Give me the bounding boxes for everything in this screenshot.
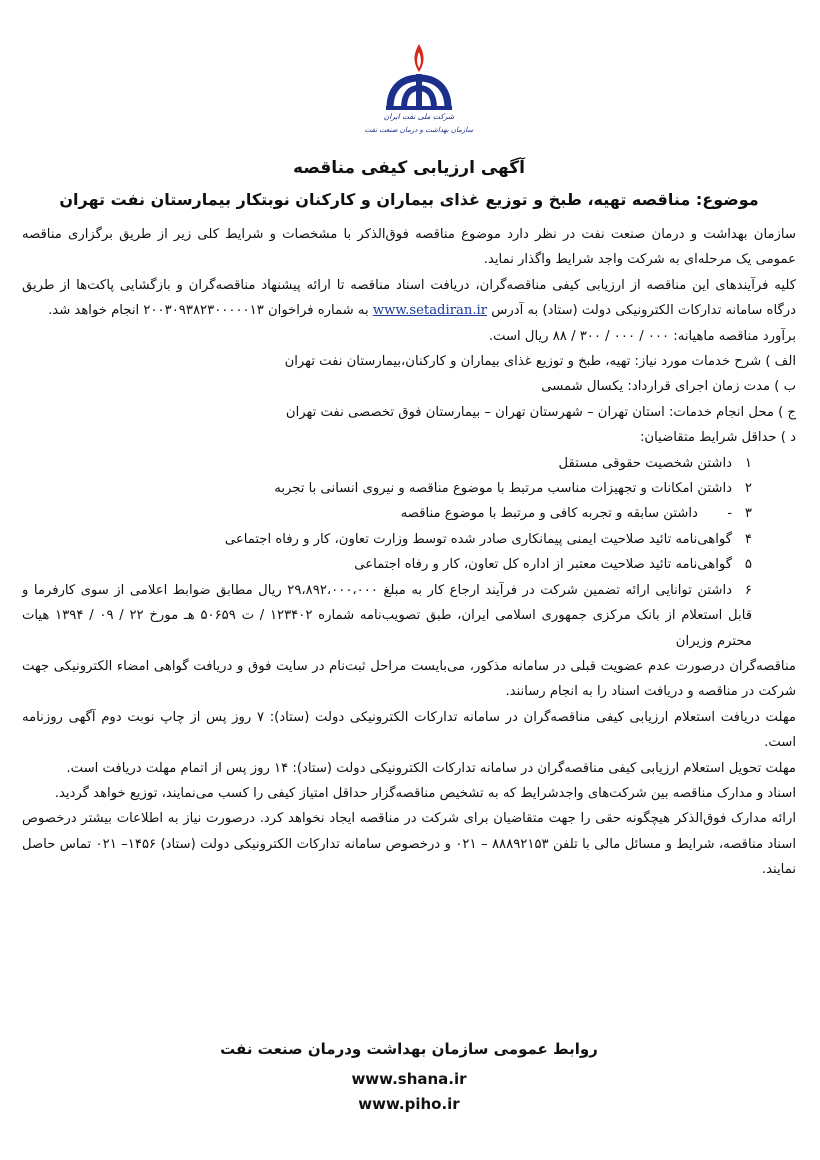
membership-paragraph: مناقصه‌گران درصورت عدم عضویت قبلی در سامانه مذکور، می‌بایست مراحل ثبت‌نام در سایت فوق و دریافت گواهی امضاء الکترونیکی جهت شرکت در مناقصه و دریافت اسناد را به انجام رسانند. (22, 658, 796, 700)
niopdc-flame-logo-icon (364, 42, 474, 142)
logo-line-2: سازمان بهداشت و درمان صنعت نفت (364, 126, 474, 134)
section-c: ج ) محل انجام خدمات: استان تهران – شهرستان تهران – بیمارستان فوق تخصصی نفت تهران (285, 404, 796, 420)
deadline-receive-paragraph: مهلت دریافت استعلام ارزیابی کیفی مناقصه‌گران در سامانه تدارکات الکترونیکی دولت (ستاد): ۷ روز پس از چاپ نوبت دوم آگهی روزنامه است. (22, 709, 796, 751)
notice-subject: موضوع: مناقصه تهیه، طبخ و توزیع غذای بیماران و کارکنان نوبتکار بیمارستان نفت تهران (59, 190, 759, 209)
setadiran-link[interactable]: www.setadiran.ir (372, 303, 488, 319)
list-item: ۱داشتن شخصیت حقوقی مستقل (558, 455, 752, 471)
tender-notice-page (18, 12, 800, 1148)
section-b: ب ) مدت زمان اجرای قرارداد: یکسال شمسی (541, 379, 796, 395)
process-text-end: به شماره فراخوان ۲۰۰۳۰۹۳۸۲۳۰۰۰۰۰۱۳ انجام خواهد شد. (48, 303, 369, 319)
notice-body (22, 222, 796, 883)
estimate-line: برآورد مناقصه ماهیانه: ۰۰۰ / ۰۰۰ / ۳۰۰ / ۸۸ ریال است. (488, 328, 796, 344)
requirements-list (22, 451, 796, 578)
intro-paragraph: سازمان بهداشت و درمان صنعت نفت در نظر دارد موضوع مناقصه فوق‌الذکر با مشخصات و شرایط کلی زیر از طریق برگزاری مناقصه عمومی یک مرحله‌ای به شرکت واجد شرایط واگذار نماید. (22, 227, 796, 268)
list-item: ۲داشتن امکانات و تجهیزات مناسب مرتبط با موضوع مناقصه و نیروی انسانی با تجربه (274, 481, 752, 497)
shana-website[interactable]: www.shana.ir (351, 1070, 467, 1088)
contact-paragraph: ارائه مدارک فوق‌الذکر هیچگونه حقی را جهت متقاضیان برای شرکت در مناقصه ایجاد نخواهد کرد. درصورت نیاز به اطلاعات بیشتر درخصوص اسناد مناقصه، شرایط و مسائل مالی با تلفن ۸۸۸۹۲۱۵۳ – ۰۲۱ و درخصوص سامانه تدارکات الکترونیکی دولت (ستاد) ۱۴۵۶– ۰۲۱ تماس حاصل نمایند. (22, 811, 796, 878)
logo-line-1: شرکت ملی نفت ایران (383, 112, 455, 121)
notice-title: آگهی ارزیابی کیفی مناقصه (293, 158, 525, 178)
process-paragraph (22, 273, 796, 324)
public-relations-signature: روابط عمومی سازمان بهداشت ودرمان صنعت نفت (220, 1040, 598, 1058)
piho-website[interactable]: www.piho.ir (358, 1095, 460, 1113)
process-text: کلیه فرآیندهای این مناقصه از ارزیابی کیفی مناقصه‌گران، دریافت اسناد مناقصه تا ارائه پیشنهاد مناقصه‌گران و بازگشایی پاکت‌ها از طریق درگاه سامانه تدارکات الکترونیکی دولت (ستاد) به آدرس (22, 277, 796, 319)
section-a: الف ) شرح خدمات مورد نیاز: تهیه، طبخ و توزیع غذای بیماران و کارکنان،بیمارستان نفت تهران (284, 354, 796, 370)
documents-paragraph: اسناد و مدارک مناقصه بین شرکت‌های واجدشرایط که به تشخیص مناقصه‌گزار حداقل امتیاز کیفی را کسب می‌نمایند، توزیع خواهد گردید. (54, 785, 796, 801)
list-item: ۴گواهی‌نامه تائید صلاحیت ایمنی پیمانکاری صادر شده توسط وزارت تعاون، کار و رفاه اجتماعی (224, 531, 752, 547)
deadline-submit-paragraph: مهلت تحویل استعلام ارزیابی کیفی مناقصه‌گران در سامانه تدارکات الکترونیکی دولت (ستاد): ۱۴ روز پس از اتمام مهلت دریافت است. (66, 760, 796, 776)
list-item: ۶داشتن توانایی ارائه تضمین شرکت در فرآیند ارجاع کار به مبلغ ۲۹،۸۹۲،۰۰۰،۰۰۰ ریال مطابق ضوابط اعلامی از سوی کارفرما و قابل استعلام از بانک مرکزی جمهوری اسلامی ایران، طبق تصویب‌نامه شماره ۱۲۳۴۰۲ / ت ۵۰۶۵۹ هـ مورخ ۲۲ / ۰۹ / ۱۳۹۴ هیات محترم وزیران (22, 582, 753, 649)
list-item: ۵گواهی‌نامه تائید صلاحیت معتبر از اداره کل تعاون، کار و رفاه اجتماعی (354, 557, 752, 573)
section-d: د ) حداقل شرایط متقاضیان: (639, 430, 796, 446)
list-item: ۳- داشتن سابقه و تجربه کافی و مرتبط با موضوع مناقصه (400, 506, 752, 522)
